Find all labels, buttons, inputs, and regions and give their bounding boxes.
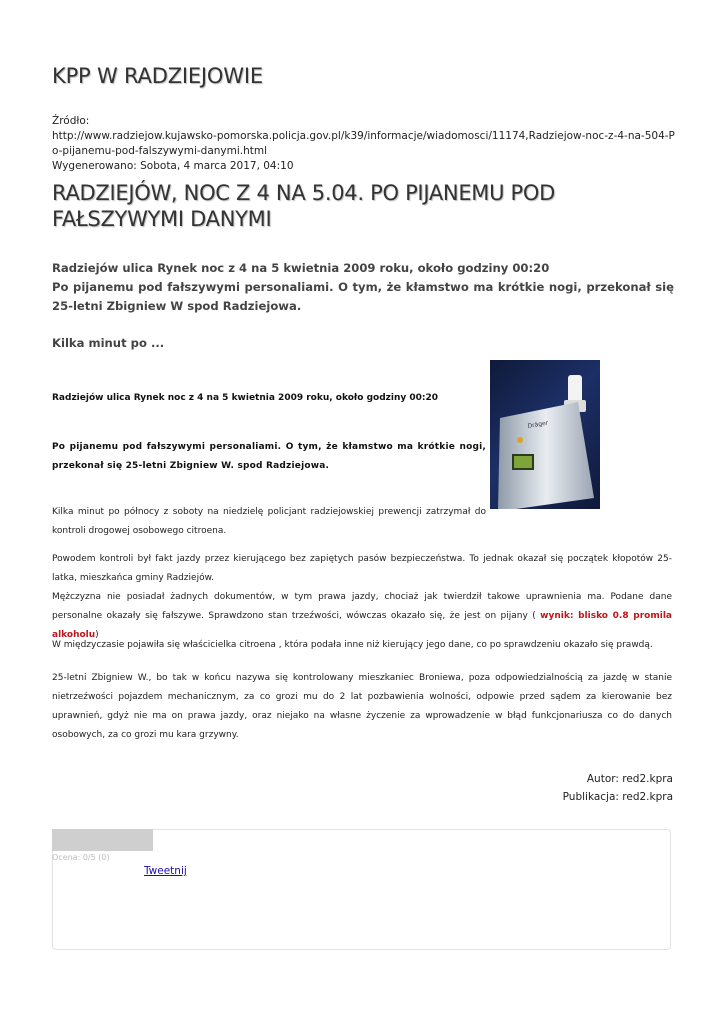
breathalyzer-photo <box>490 360 600 509</box>
article-lead <box>52 259 674 316</box>
generated-date: Wygenerowano: Sobota, 4 marca 2017, 04:10 <box>52 160 294 172</box>
paragraph-2b-text: Mężczyzna nie posiadał żadnych dokumentów, w tym prawa jazdy, chociaż jak twierdził takowe uprawnienia ma. Podane dane personalne okazały się fałszywe. Sprawdzono stan trzeźwości, wówczas okazało się, że jest on pijany ( <box>52 592 672 621</box>
author: Autor: red2.kpra <box>586 773 673 785</box>
source-block <box>52 114 677 174</box>
publication: Publikacja: red2.kpra <box>562 791 673 803</box>
paragraph-2a: Powodem kontroli był fakt jazdy przez kierującego bez zapiętych pasów bezpieczeństwa. To jednak okazał się początek kłopotów 25- latka, mieszkańca gminy Radziejów. <box>52 554 672 583</box>
body-bold-2: Po pijanemu pod fałszywymi personaliami. O tym, że kłamstwo ma krótkie nogi, przekonał się 25-letni Zbigniew W. spod Radziejowa. <box>52 442 486 471</box>
source-url: http://www.radziejow.kujawsko-pomorska.policja.gov.pl/k39/informacje/wiadomosci/11174,Radziejow-noc-z-4-na-504-Po-pijanemu-pod-falszywymi-danymi.html <box>52 130 675 157</box>
source-label: Źródło: <box>52 115 90 127</box>
paragraph-1: Kilka minut po północy z soboty na niedzielę policjant radziejowskiej prewencji zatrzymał do kontroli drogowej osobowego citroena. <box>52 507 486 536</box>
paragraph-2b-end: ) <box>95 630 99 640</box>
paragraph-4: 25-letni Zbigniew W., bo tak w końcu nazywa się kontrolowany mieszkaniec Broniewa, poza odpowiedzialnością za jazdę w stanie nietrzeźwości pojazdem mechanicznym, za co grozi mu do 2 lat pozbawienia wolności, odpowie przed sądem za kierowanie bez uprawnień, gdyż nie ma on prawa jazdy, oraz niejako na własne życzenie za wprowadzenie w błąd funkcjonariusza co do danych osobowych, za co grozi mu kara grzywny. <box>52 673 672 740</box>
site-title: KPP W RADZIEJOWIE <box>52 64 263 88</box>
article-title: RADZIEJÓW, NOC Z 4 NA 5.04. PO PIJANEMU POD FAŁSZYWYMI DANYMI <box>52 181 556 231</box>
tweet-link[interactable]: Tweetnij <box>144 865 187 877</box>
device-brand-text: Dräger <box>527 419 549 430</box>
rating-text: Ocena: 0/5 (0) <box>52 853 110 862</box>
body-bold-1: Radziejów ulica Rynek noc z 4 na 5 kwietnia 2009 roku, około godziny 00:20 <box>52 393 439 403</box>
lead-line-2: Po pijanemu pod fałszywymi personaliami. O tym, że kłamstwo ma krótkie nogi, przekonał się 25-letni Zbigniew W spod Radziejowa. <box>52 280 674 313</box>
lead-more: Kilka minut po ... <box>52 336 165 350</box>
breathalyzer-image <box>490 360 600 509</box>
lead-line-1: Radziejów ulica Rynek noc z 4 na 5 kwietnia 2009 roku, około godziny 00:20 <box>52 261 550 275</box>
rating-widget[interactable] <box>52 829 153 851</box>
alcohol-result: wynik: blisko 0.8 promila alkoholu <box>52 611 672 640</box>
paragraph-2 <box>52 550 672 645</box>
paragraph-3: W międzyczasie pojawiła się właścicielka citroena , która podała inne niż kierujący jego dane, co po sprawdzeniu okazało się prawdą. <box>52 640 653 650</box>
